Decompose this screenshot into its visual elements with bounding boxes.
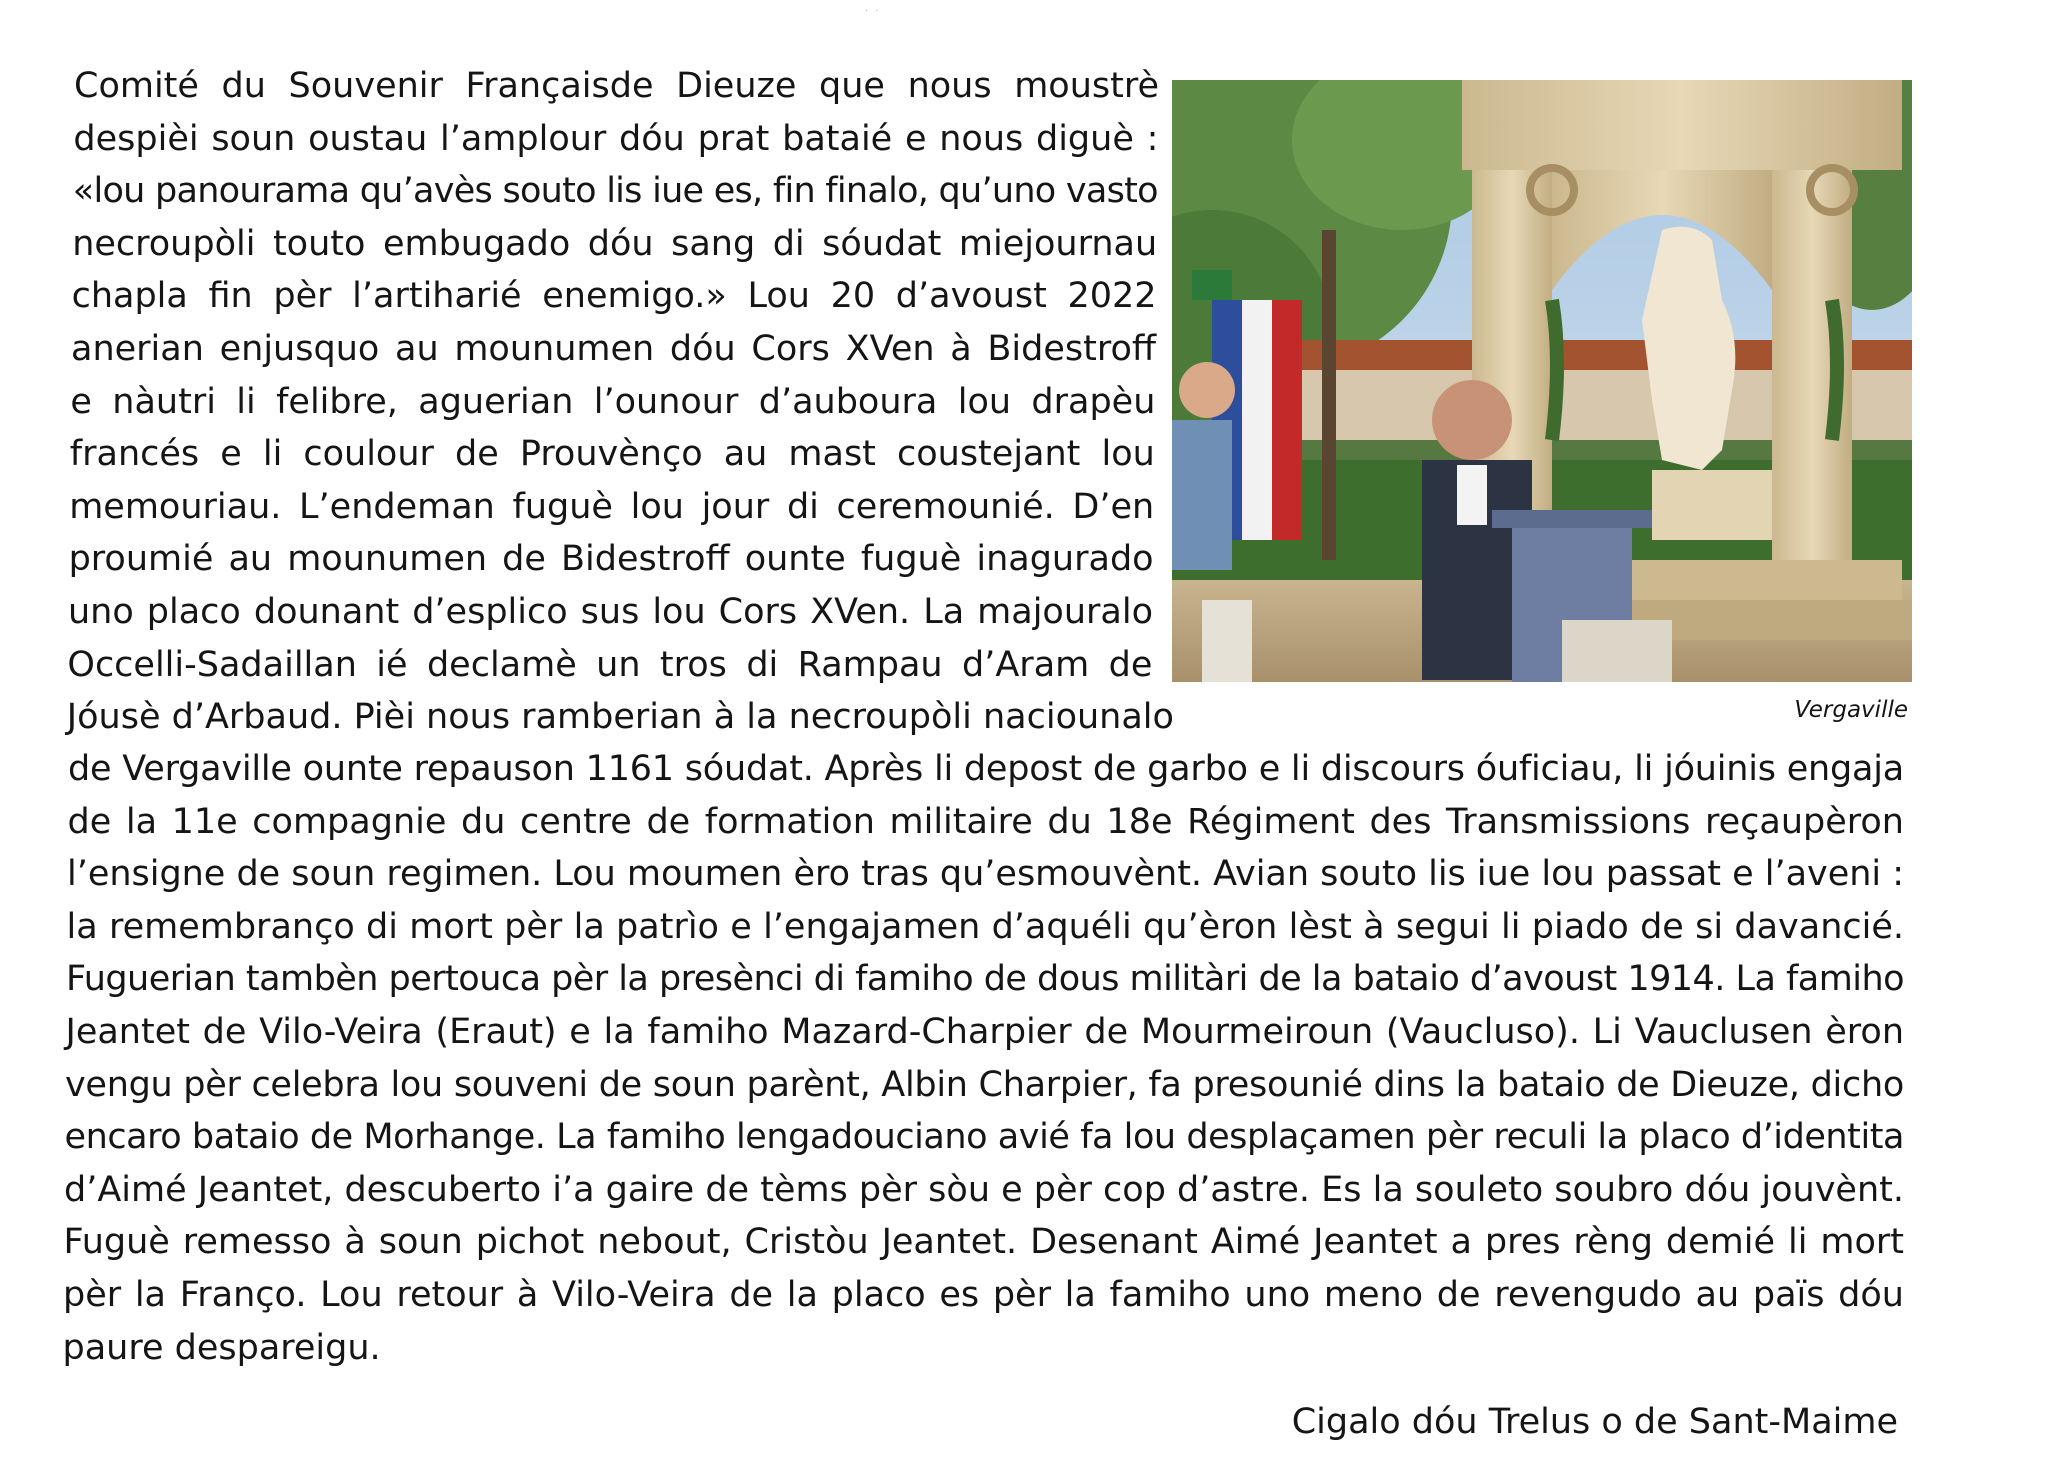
text-line: Jeantet de Vilo-Veira (Eraut) e la famiho Mazard-Charpier de Mourmeiroun (Vaucluso). Li Vauclusen èron: [65, 1012, 1904, 1052]
text-line: Jóusè d’Arbaud. Pièi nous ramberian à la necroupòli naciounalo: [66, 697, 1174, 738]
text-line: paure despareigu.: [62, 1327, 381, 1368]
text-line: e nàutri li felibre, aguerian l’ounour d’auboura lou drapèu: [70, 381, 1156, 422]
text-line: pèr la Franço. Lou retour à Vilo-Veira de la placo es pèr la famiho uno meno de revengudo au païs dóu: [63, 1275, 1904, 1315]
text-line: de la 11e compagnie du centre de formation militaire du 18e Régiment des Transmissions reçaupèron: [67, 801, 1904, 842]
text-line: «lou panourama qu’avès souto lis iue es, fin finalo, qu’uno vasto: [72, 171, 1158, 212]
vergaville-memorial-image: [1172, 80, 1912, 682]
text-line: l’ensigne de soun regimen. Lou moumen èro tras qu’esmouvènt. Avian souto lis iue lou passat e l’aveni :: [67, 854, 1904, 895]
text-line: proumié au mounumen de Bidestroff ounte fuguè inagurado: [68, 539, 1154, 580]
text-line: vengu pèr celebra lou souveni de soun parènt, Albin Charpier, fa presounié dins la bataio de Dieuze, dicho: [65, 1064, 1904, 1105]
author-signature: Cigalo dóu Trelus o de Sant-Maime: [1291, 1402, 1898, 1442]
text-line: despièi soun oustau l’amplour dóu prat bataié e nous diguè :: [73, 118, 1159, 159]
text-line: necroupòli touto embugado dóu sang di sóudat miejournau: [72, 223, 1158, 264]
monument-photo: [1172, 80, 1912, 682]
text-line: la remembranço di mort pèr la patrìo e l’engajamen d’aquéli qu’èron lèst à segui li piado de si davancié.: [66, 906, 1904, 947]
text-line: Comité du Souvenir Françaisde Dieuze que nous moustrè: [74, 66, 1159, 106]
scan-mark: · ·: [865, 6, 881, 17]
text-line: de Vergaville ounte repauson 1161 sóudat. Après li depost de garbo e li discours óuficiau, li jóuinis engaja: [68, 749, 1904, 789]
text-line: d’Aimé Jeantet, descuberto i’a gaire de tèms pèr sòu e pèr cop d’astre. Es la souleto soubro dóu jouvènt.: [64, 1169, 1904, 1210]
text-line: francés e li coulour de Prouvènço au mast coustejant lou: [69, 434, 1155, 475]
text-line: Occelli-Sadaillan ié declamè un tros di Rampau d’Aram de: [67, 644, 1153, 685]
text-line: Fuguè remesso à soun pichot nebout, Cristòu Jeantet. Desenant Aimé Jeantet a pres rèng demié li mort: [63, 1222, 1904, 1263]
text-line: anerian enjusquo au mounumen dóu Cors XVen à Bidestroff: [71, 329, 1156, 369]
text-line: memouriau. L’endeman fuguè lou jour di ceremounié. D’en: [69, 486, 1155, 527]
text-line: encaro bataio de Morhange. La famiho lengadouciano avié fa lou desplaçamen pèr reculi la placo d’identita: [64, 1117, 1904, 1158]
photo-caption: Vergaville: [1794, 697, 1908, 723]
text-line: uno placo dounant d’esplico sus lou Cors XVen. La majouralo: [68, 592, 1153, 632]
text-line: Fuguerian tambèn pertouca pèr la presènci di famiho de dous militàri de la bataio d’avoust 1914. La famiho: [66, 959, 1904, 1000]
text-line: chapla fin pèr l’artiharié enemigo.» Lou 20 d’avoust 2022: [71, 276, 1157, 317]
